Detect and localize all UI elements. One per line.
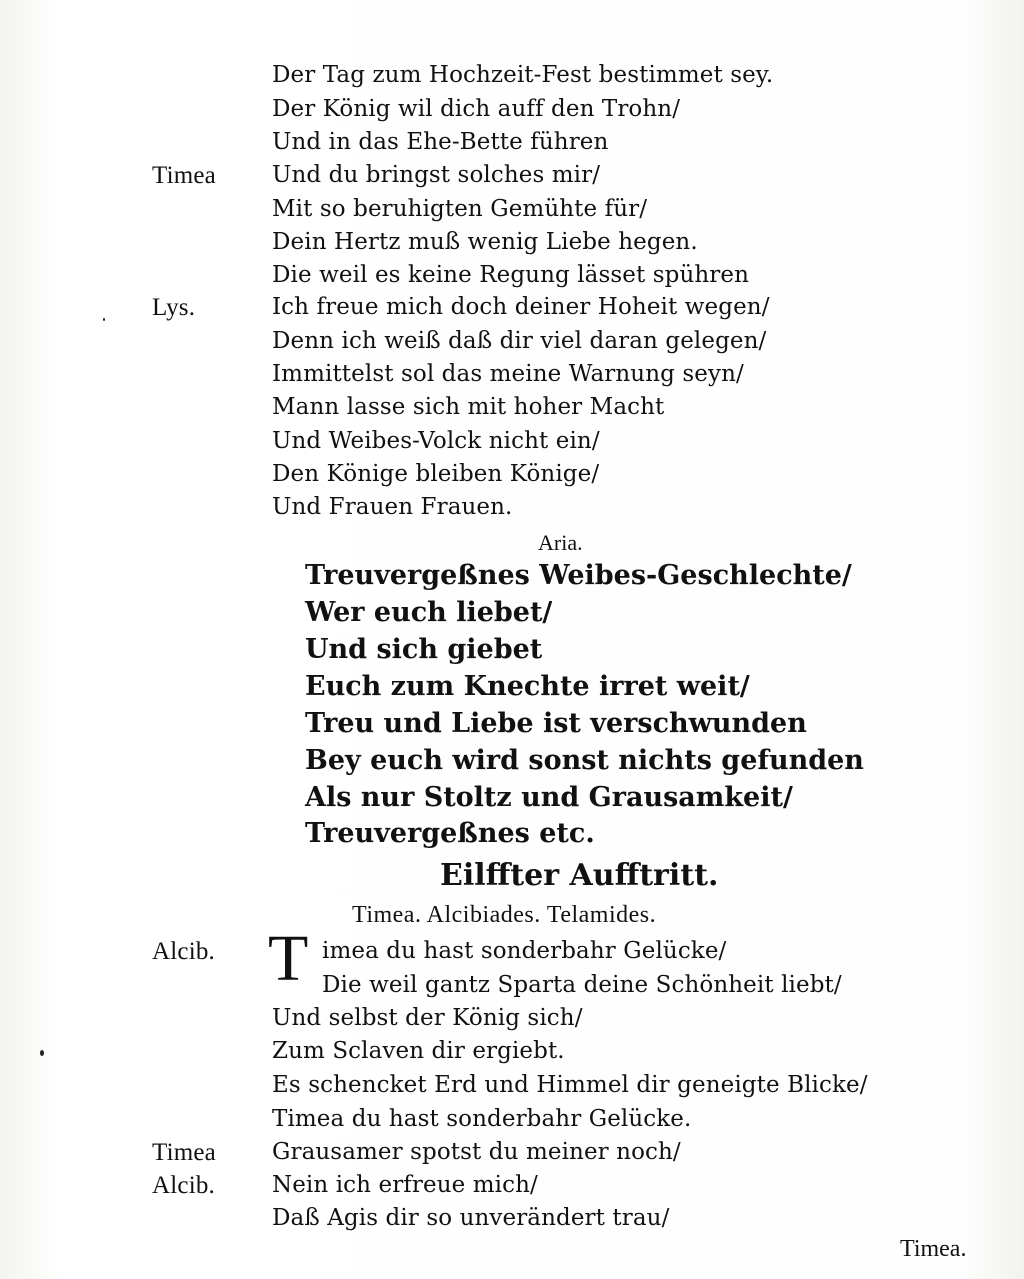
aria-text: Treu und Liebe ist verschwunden [305, 708, 807, 739]
speaker-name: Timea [152, 1139, 216, 1166]
verse-text: Die weil es keine Regung lässet spühren [272, 262, 750, 288]
verse-text: Und in das Ehe-Bette führen [272, 129, 609, 155]
verse-text: Daß Agis dir so unverändert trau/ [272, 1205, 670, 1231]
verse-text: Nein ich erfreue mich/ [272, 1172, 538, 1198]
aria-text: Treuvergeßnes etc. [305, 818, 595, 849]
verse-text: Mann lasse sich mit hoher Macht [272, 394, 665, 420]
scene-persons: Timea. Alcibiades. Telamides. [352, 902, 657, 928]
verse-text: Denn ich weiß daß dir viel daran gelegen/ [272, 328, 767, 354]
drop-capital: T [268, 922, 309, 995]
aria-text: Euch zum Knechte irret weit/ [305, 671, 750, 702]
verse-text: Timea du hast sonderbahr Gelücke. [272, 1106, 692, 1132]
verse-text: Und selbst der König sich/ [272, 1005, 583, 1031]
aria-text: Und sich giebet [305, 634, 543, 665]
verse-text: Mit so beruhigten Gemühte für/ [272, 196, 648, 222]
verse-text: Ich freue mich doch deiner Hoheit wegen/ [272, 294, 770, 320]
ink-speck [103, 318, 105, 321]
verse-text: Und Frauen Frauen. [272, 494, 513, 520]
aria-heading: Aria. [538, 530, 583, 555]
verse-text: Der Tag zum Hochzeit-Fest bestimmet sey. [272, 62, 774, 88]
verse-text: imea du hast sonderbahr Gelücke/ [322, 938, 727, 964]
verse-text: Grausamer spotst du meiner noch/ [272, 1139, 681, 1165]
speaker-name: Alcib. [152, 938, 215, 965]
verse-text: Immittelst sol das meine Warnung seyn/ [272, 361, 744, 387]
speaker-name: Timea [152, 162, 216, 189]
verse-text: Zum Sclaven dir ergiebt. [272, 1038, 565, 1064]
speaker-name: Lys. [152, 294, 196, 321]
verse-text: Die weil gantz Sparta deine Schönheit liebt/ [322, 972, 842, 998]
aria-text: Wer euch liebet/ [305, 597, 553, 628]
verse-text: Dein Hertz muß wenig Liebe hegen. [272, 229, 698, 255]
speaker-name: Alcib. [152, 1172, 215, 1199]
catchword: Timea. [900, 1236, 967, 1262]
ink-speck [40, 1050, 44, 1056]
verse-text: Der König wil dich auff den Trohn/ [272, 96, 681, 122]
aria-text: Bey euch wird sonst nichts gefunden [305, 745, 864, 776]
aria-text: Als nur Stoltz und Grausamkeit/ [305, 782, 793, 813]
verse-text: Den Könige bleiben Könige/ [272, 461, 600, 487]
verse-text: Es schencket Erd und Himmel dir geneigte Blicke/ [272, 1072, 868, 1098]
aria-text: Treuvergeßnes Weibes-Geschlechte/ [305, 560, 852, 591]
verse-text: Und Weibes-Volck nicht ein/ [272, 428, 600, 454]
verse-text: Und du bringst solches mir/ [272, 162, 601, 188]
scene-title: Eilffter Aufftritt. [440, 858, 719, 893]
